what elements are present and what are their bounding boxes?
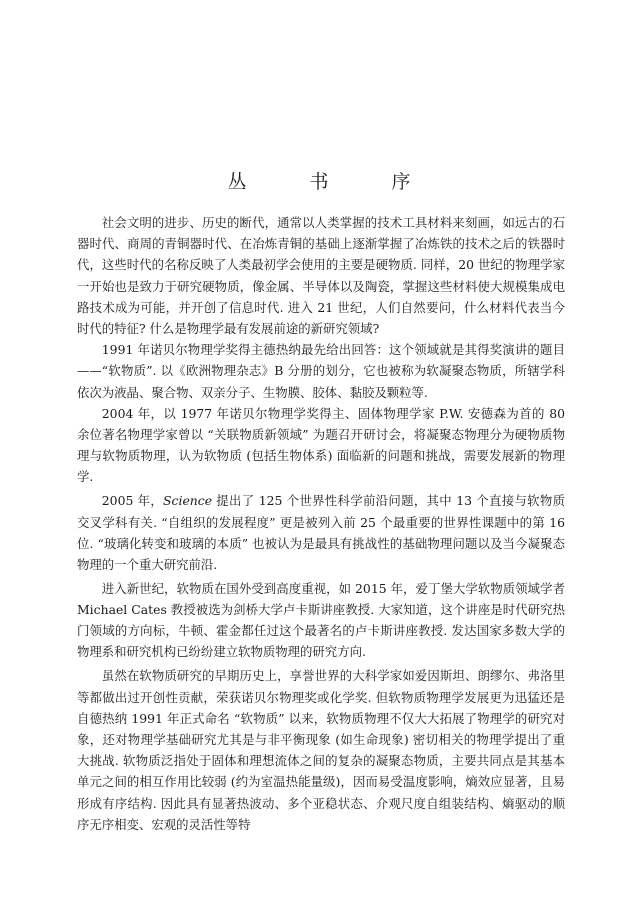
paragraph-text: 2005 年， <box>101 493 164 509</box>
paragraph-text: 1991 年诺贝尔物理学奖得主德热纳最先给出回答：这个领域就是其得奖演讲的题目 ——“软物质”. 以《欧洲物理杂志》B 分册的划分，它也被称为软凝聚态物质，所辖学科依次为液晶、聚合物、双亲分子、生物膜、胶体、黏胶及颗粒等. <box>77 342 565 400</box>
paragraph-2 <box>77 339 565 403</box>
preface-body <box>77 212 565 835</box>
paragraph-4 <box>77 490 565 575</box>
paragraph-text: 社会文明的进步、历史的断代，通常以人类掌握的技术工具材料来刻画，如远古的石器时代、商周的青铜器时代、在冶炼青铜的基础上逐渐掌握了冶炼铁的技术之后的铁器时代，这些时代的名称反映了人类最初学会使用的主要是硬物质. 同样，20 世纪的物理学家一开始也是致力于研究硬物质，像金属、半导体以及陶瓷，掌握这些材料使大规模集成电路技术成为可能，并开创了信息时代. 进入 21 世纪，人们自然要问，什么材料代表当今时代的特征? 什么是物理学最有发展前途的新研究领域? <box>77 215 565 337</box>
paragraph-text: 虽然在软物质研究的早期历史上，享誉世界的大科学家如爱因斯坦、朗缪尔、弗洛里等都做出过开创性贡献，荣获诺贝尔物理奖或化学奖. 但软物质物理学发展更为迅猛还是自德热纳 1991 年正式命名 “软物质” 以来，软物质物理不仅大大拓展了物理学的研究对象，还对物理学基础研究尤其是与非平衡现象 (如生命现象) 密切相关的物理学提出了重大挑战. 软物质泛指处于固体和理想流体之间的复杂的凝聚态物质，主要共同点是其基本单元之间的相互作用比较弱 (约为室温热能量级)，因而易受温度影响，熵效应显著，且易形成有序结构. 因此具有显著热波动、多个亚稳状态、介观尺度自组装结构、熵驱动的顺序无序相变、宏观的灵活性等特 <box>77 668 565 832</box>
paragraph-6 <box>77 665 565 835</box>
journal-name-science: Science <box>163 493 213 509</box>
paragraph-3 <box>77 403 565 488</box>
paragraph-text: 进入新世纪，软物质在国外受到高度重视，如 2015 年，爱丁堡大学软物质领域学者 Michael Cates 教授被选为剑桥大学卢卡斯讲座教授. 大家知道，这个讲座是时代研究热门领域的方向标，牛顿、霍金都任过这个最著名的卢卡斯讲座教授. 发达国家多数大学的物理系和研究机构已纷纷建立软物质物理的研究方向. <box>77 580 565 660</box>
paragraph-1 <box>77 212 565 339</box>
paragraph-text: 2004 年，以 1977 年诺贝尔物理学奖得主、固体物理学家 P.W. 安德森为首的 80 余位著名物理学家曾以 “关联物质新领域” 为题召开研讨会，将凝聚态物理分为硬物质物理与软物质物理，认为软物质 (包括生物体系) 面临新的问题和挑战，需要发展新的物理学. <box>77 405 565 485</box>
page-title: 丛 书 序 <box>227 171 433 193</box>
paragraph-5 <box>77 578 565 663</box>
paragraph-text: 提出了 125 个世界性科学前沿问题，其中 13 个直接与软物质交叉学科有关. “自组织的发展程度” 更是被列入前 25 个最重要的世界性课题中的第 16 位. “玻璃化转变和玻璃的本质” 也被认为是最具有挑战性的基础物理问题以及当今凝聚态物理的一个重大研究前沿. <box>77 493 565 572</box>
